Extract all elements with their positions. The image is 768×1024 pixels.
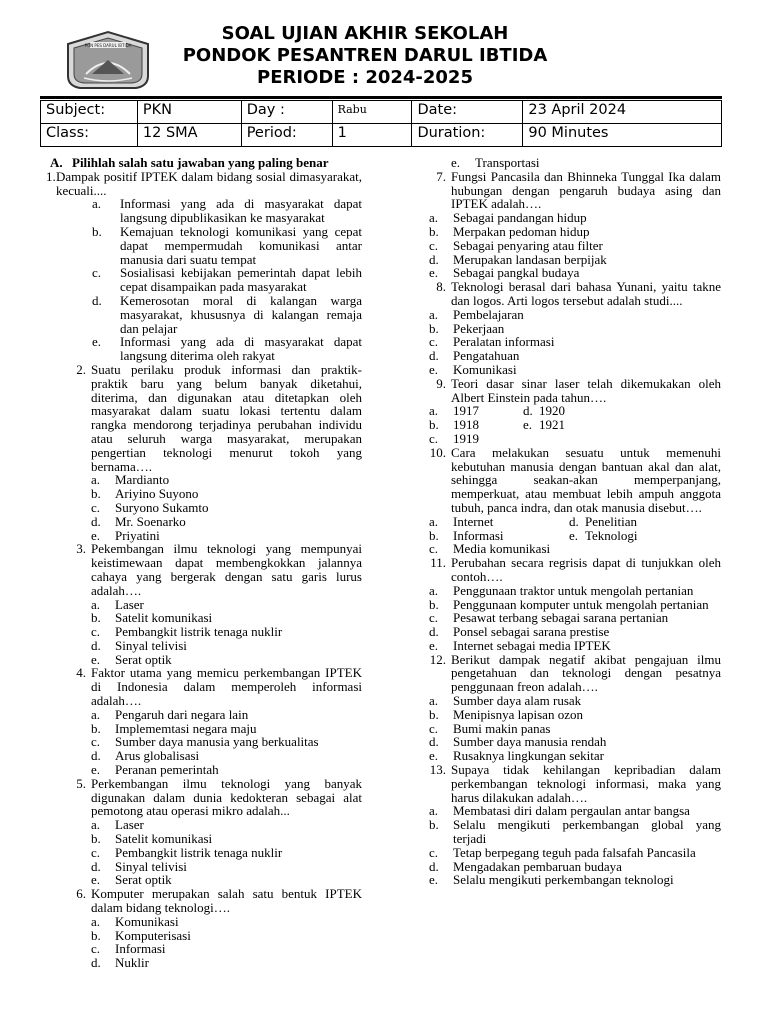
- date-value: 23 April 2024: [523, 101, 722, 124]
- class-label: Class:: [41, 124, 138, 147]
- question: 11. Perubahan secara regrisis dapat di tunjukkan oleh contoh….: [430, 555, 721, 584]
- question: 6. Komputer merupakan salah satu bentuk IPTEK dalam bidang teknologi….: [76, 886, 362, 916]
- question: 4. Faktor utama yang memicu perkembangan IPTEK di Indonesia dalam memperoleh informasi adalah….: [76, 665, 362, 709]
- option[interactable]: c. Pembangkit listrik tenaga nuklir: [91, 624, 283, 640]
- option[interactable]: e. Serat optik: [91, 651, 172, 667]
- question-text: Dampak positif IPTEK dalam bidang sosial dimasyarakat, kecuali....: [56, 168, 362, 198]
- option[interactable]: c. 1919: [429, 430, 479, 446]
- option[interactable]: b. Penggunaan komputer untuk mengolah pertanian: [429, 596, 709, 612]
- period-value: 1: [332, 124, 412, 147]
- option[interactable]: b. Pekerjaan: [429, 320, 505, 336]
- option[interactable]: d. Sinyal telivisi: [91, 858, 187, 874]
- option[interactable]: d. Nuklir: [91, 955, 149, 971]
- option[interactable]: a. 1917: [429, 403, 479, 419]
- option[interactable]: c. Suryono Sukamto: [91, 499, 209, 515]
- duration-label: Duration:: [412, 124, 523, 147]
- option[interactable]: a. Membatasi diri dalam pergaulan antar bangsa: [429, 803, 690, 819]
- question: 3. Pekembangan ilmu teknologi yang mempunyai keistimewaan dapat membengkokkan jalannya cahaya yang bergerak dengan satu garis lurus adalah….: [76, 541, 362, 598]
- option[interactable]: d. Pengatahuan: [429, 348, 520, 364]
- option[interactable]: c. Sebagai penyaring atau filter: [429, 237, 603, 253]
- option[interactable]: d. Ponsel sebagai sarana prestise: [429, 624, 610, 640]
- option[interactable]: c. Peralatan informasi: [429, 334, 555, 350]
- subject-value: PKN: [137, 101, 241, 124]
- exam-period: PERIODE : 2024-2025: [257, 67, 473, 88]
- question: 12. Berikut dampak negatif akibat pengajuan ilmu pengetahuan dan teknologi dengan pesatnya penggunaan freon adalah….: [429, 651, 721, 695]
- option[interactable]: a. Informasi yang ada di masyarakat dapat langsung dipublikasikan ke masyarakat: [92, 196, 362, 226]
- option[interactable]: c. Informasi: [91, 941, 166, 957]
- option[interactable]: e. Selalu mengikuti perkembangan teknologi: [429, 872, 674, 888]
- option[interactable]: e. Peranan pemerintah: [91, 762, 219, 778]
- option[interactable]: e. Internet sebagai media IPTEK: [429, 637, 611, 653]
- option[interactable]: a. Laser: [91, 817, 144, 833]
- exam-title: SOAL UJIAN AKHIR SEKOLAH: [221, 23, 509, 44]
- option[interactable]: e. Rusaknya lingkungan sekitar: [429, 748, 604, 764]
- option[interactable]: e. Sebagai pangkal budaya: [429, 265, 580, 281]
- option[interactable]: b. Satelit komunikasi: [91, 610, 213, 626]
- option[interactable]: d. Kemerosotan moral di kalangan warga masyarakat, khususnya di kalangan remaja dan pelajar: [92, 292, 362, 336]
- question: 13. Supaya tidak kehilangan kepribadian dalam perkembangan teknologi informasi, maka yang harus dilakukan adalah….: [429, 762, 721, 805]
- option[interactable]: c. Sumber daya manusia yang berkualitas: [91, 734, 319, 750]
- question: 7. Fungsi Pancasila dan Bhinneka Tunggal Ika dalam hubungan dengan pengaruh budaya asing dan IPTEK adalah….: [436, 168, 721, 212]
- day-label: Day :: [241, 101, 332, 124]
- svg-text:PON PES DARUL IBTIDA: PON PES DARUL IBTIDA: [84, 43, 132, 48]
- option[interactable]: a. Mardianto: [91, 472, 170, 488]
- option[interactable]: d. Sinyal telivisi: [91, 637, 187, 653]
- option[interactable]: d. Merupakan landasan berpijak: [429, 251, 607, 267]
- option[interactable]: b. Kemajuan teknologi komunikasi yang cepat dapat mempermudah komunikasi antar manusia dari suatu tempat: [92, 223, 362, 267]
- option[interactable]: b. Merpakan pedoman hidup: [429, 223, 590, 239]
- option[interactable]: b. Menipisnya lapisan ozon: [429, 706, 583, 722]
- duration-value: 90 Minutes: [523, 124, 722, 147]
- question-number: 1.: [46, 168, 56, 184]
- right-column: [429, 156, 721, 887]
- subject-label: Subject:: [41, 101, 138, 124]
- option[interactable]: b. Komputerisasi: [91, 927, 191, 943]
- period-label: Period:: [241, 124, 332, 147]
- option[interactable]: b. Ariyino Suyono: [91, 486, 199, 502]
- option[interactable]: a. Internet: [429, 513, 494, 529]
- question: [46, 170, 362, 198]
- school-name: PONDOK PESANTREN DARUL IBTIDA: [182, 45, 548, 66]
- option[interactable]: d. Mengadakan pembaruan budaya: [429, 858, 622, 874]
- option[interactable]: e. Teknologi: [569, 527, 638, 543]
- date-label: Date:: [412, 101, 523, 124]
- option[interactable]: e. Priyatini: [91, 527, 160, 543]
- question: 8. Teknologi berasal dari bahasa Yunani, yaitu takne dan logos. Arti logos tersebut adalah studi....: [436, 279, 721, 308]
- option[interactable]: e. Serat optik: [91, 872, 172, 888]
- exam-info-table: [40, 100, 722, 147]
- option[interactable]: c. Bumi makin panas: [429, 720, 551, 736]
- question: 2. Suatu perilaku produk informasi dan praktik-praktik baru yang belum banyak diketahui, diterima, dan digunakan atau ditetapkan oleh masyarakat dalam suatu lokasi tertentu dalam rangka mendorong terjadinya perubahan individu atau seluruh warga masyarakat, merupakan pengertian teknologi menurut tokoh yang bernama….: [76, 361, 362, 474]
- option[interactable]: c. Pesawat terbang sebagai sarana pertanian: [429, 610, 669, 626]
- section-heading: A. Pilihlah salah satu jawaban yang paling benar: [50, 155, 329, 170]
- option[interactable]: c. Media komunikasi: [429, 541, 551, 557]
- option[interactable]: b. Satelit komunikasi: [91, 831, 213, 847]
- option[interactable]: a. Pembelajaran: [429, 306, 524, 322]
- option[interactable]: a. Komunikasi: [91, 913, 179, 929]
- class-value: 12 SMA: [137, 124, 241, 147]
- question: 5. Perkembangan ilmu teknologi yang banyak digunakan dalam dunia kedokteran sebagai alat pemotong atau operasi mikro adalah...: [76, 775, 362, 819]
- option[interactable]: a. Sebagai pandangan hidup: [429, 210, 587, 226]
- option[interactable]: a. Pengaruh dari negara lain: [91, 706, 249, 722]
- header-divider: [40, 96, 722, 99]
- option[interactable]: d. Arus globalisasi: [91, 748, 200, 764]
- option[interactable]: a. Sumber daya alam rusak: [429, 693, 582, 709]
- option[interactable]: e. Informasi yang ada di masyarakat dapat langsung diterima oleh rakyat: [92, 334, 362, 364]
- question: 10. Cara melakukan sesuatu untuk memenuhi kebutuhan manusia dengan bantuan akal dan alat, sehingga seakan-akan memperpanjang, memperkuat, atau membuat lebih ampuh anggota tubuh, panca indra, dan otak manusia disebut….: [429, 444, 721, 515]
- option[interactable]: d. Mr. Soenarko: [91, 513, 186, 529]
- option[interactable]: b. Implememtasi negara maju: [91, 720, 257, 736]
- option[interactable]: b. Informasi: [429, 527, 504, 543]
- option[interactable]: b. 1918: [429, 417, 479, 433]
- day-value: Rabu: [332, 101, 412, 124]
- question: 9. Teori dasar sinar laser telah dikemukakan oleh Albert Einstein pada tahun….: [436, 375, 721, 405]
- option[interactable]: a. Penggunaan traktor untuk mengolah pertanian: [429, 582, 694, 598]
- option[interactable]: e. 1921: [523, 417, 565, 433]
- option[interactable]: c. Sosialisasi kebijakan pemerintah dapat lebih cepat disampaikan pada masyarakat: [92, 265, 362, 295]
- option[interactable]: c. Tetap berpegang teguh pada falsafah Pancasila: [429, 844, 696, 860]
- option[interactable]: b. Selalu mengikuti perkembangan global yang terjadi: [429, 817, 721, 847]
- option[interactable]: d. Sumber daya manusia rendah: [429, 734, 607, 750]
- option[interactable]: e. Komunikasi: [429, 361, 517, 377]
- option[interactable]: e. Transportasi: [451, 155, 540, 170]
- option[interactable]: a. Laser: [91, 596, 144, 612]
- option[interactable]: d. Penelitian: [569, 513, 637, 529]
- option[interactable]: d. 1920: [523, 403, 565, 419]
- option[interactable]: c. Pembangkit listrik tenaga nuklir: [91, 844, 283, 860]
- left-column: [46, 156, 362, 970]
